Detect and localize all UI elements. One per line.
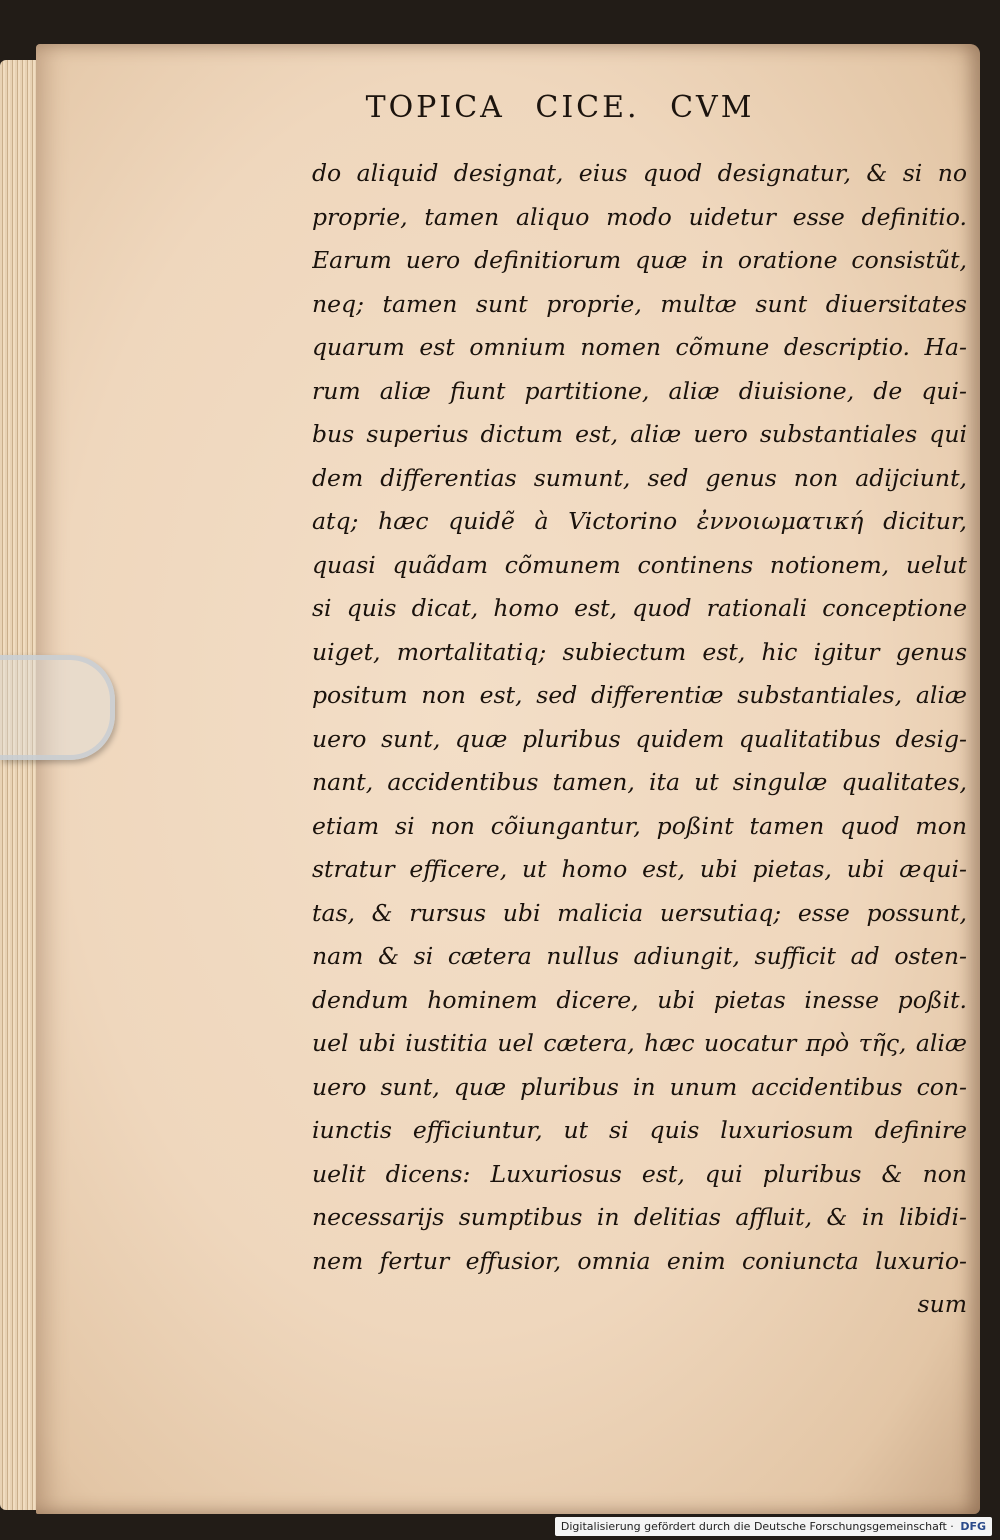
text-line: atq; hæc quidẽ à Victorino ἐννοιωματική dicitur, [312, 507, 967, 535]
text-line: sum [917, 1290, 967, 1318]
text-block [312, 152, 967, 1327]
text-line: si quis dicat, homo est, quod rationali conceptione [312, 594, 967, 622]
text-line: quasi quãdam cõmunem continens notionem, uelut [312, 550, 967, 579]
text-line: uero sunt, quæ pluribus in unum accidentibus con- [312, 1072, 967, 1101]
text-line: uiget, mortalitatiq; subiectum est, hic igitur genus [312, 637, 967, 666]
text-line: uel ubi iustitia uel cætera, hæc uocatur πρὸ τῆς, aliæ [312, 1029, 967, 1057]
text-line: tas, & rursus ubi malicia uersutiaq; esse possunt, [312, 898, 967, 927]
footer-text: Digitalisierung gefördert durch die Deutsche Forschungsgemeinschaft · [560, 1520, 954, 1533]
running-head: TOPICA CICE. CVM [365, 90, 755, 125]
text-line: quarum est omnium nomen cõmune descriptio. Ha- [312, 333, 967, 361]
text-line: nam & si cætera nullus adiungit, sufficit ad osten- [312, 942, 967, 970]
text-line: dem differentias sumunt, sed genus non adijciunt, [312, 463, 967, 492]
text-line: neq; tamen sunt proprie, multæ sunt diuersitates [312, 289, 967, 318]
text-line: necessarijs sumptibus in delitias affluit, & in libidi- [312, 1203, 967, 1231]
text-line: proprie, tamen aliquo modo uidetur esse definitio. [312, 202, 967, 231]
text-line: uelit dicens: Luxuriosus est, qui pluribus & non [312, 1159, 967, 1188]
text-line: Earum uero definitiorum quæ in oratione consistũt, [312, 246, 967, 274]
text-line: rum aliæ fiunt partitione, aliæ diuisione, de qui- [312, 376, 967, 405]
text-line: iunctis efficiuntur, ut si quis luxuriosum definire [312, 1116, 967, 1144]
text-line: uero sunt, quæ pluribus quidem qualitatibus desig- [312, 724, 967, 753]
text-line: dendum hominem dicere, ubi pietas inesse poßit. [312, 985, 967, 1014]
text-line: bus superius dictum est, aliæ uero substantiales qui [312, 420, 967, 448]
page-edges [0, 60, 40, 1510]
text-line: nant, accidentibus tamen, ita ut singulæ qualitates, [312, 768, 967, 796]
text-line: do aliquid designat, eius quod designatur, & si no [312, 159, 967, 187]
text-line: positum non est, sed differentiæ substantiales, aliæ [312, 681, 967, 709]
text-line: nem fertur effusior, omnia enim coniuncta luxurio- [312, 1246, 967, 1275]
digitization-footer [555, 1517, 992, 1536]
text-line: stratur efficere, ut homo est, ubi pietas, ubi æqui- [312, 855, 967, 883]
dfg-logo: DFG [960, 1520, 986, 1533]
page-clip [0, 655, 115, 760]
text-line: etiam si non cõiungantur, poßint tamen quod mon [312, 811, 967, 840]
